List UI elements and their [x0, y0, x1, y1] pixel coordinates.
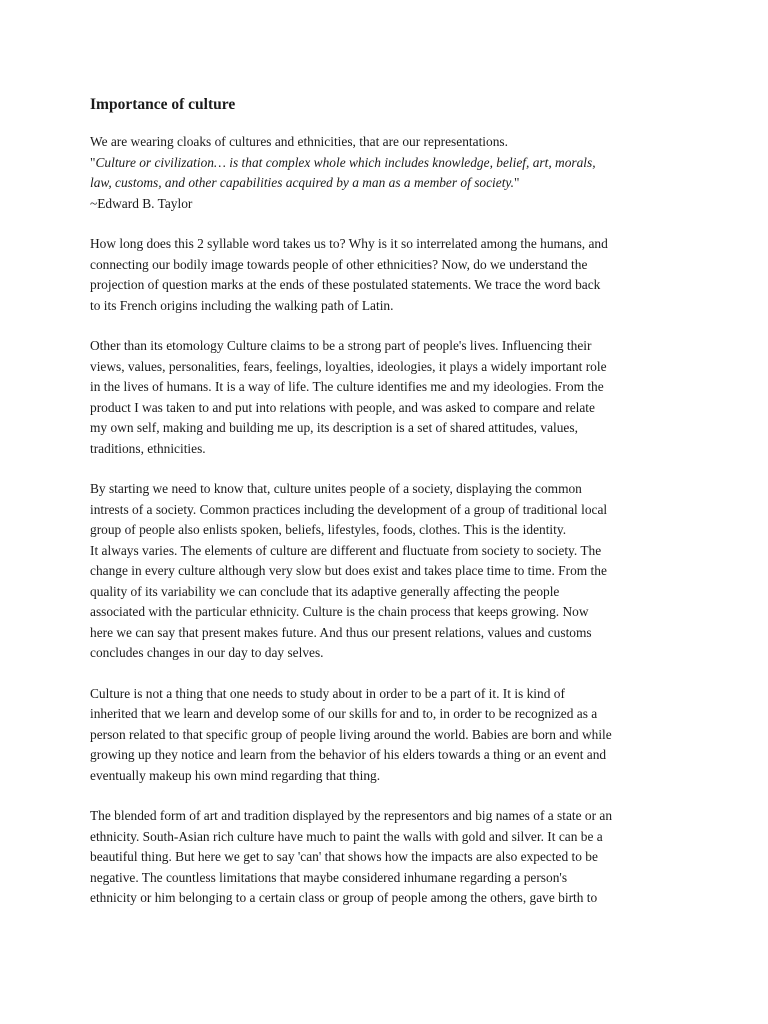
paragraph-identity: [90, 479, 690, 664]
document-title: Importance of culture: [90, 96, 236, 113]
text-line: Culture is not a thing that one needs to study about in order to be a part of it. It is kind of: [90, 685, 565, 701]
text-line: negative. The countless limitations that maybe considered inhumane regarding a person's: [90, 869, 568, 885]
text-line: It always varies. The elements of culture are different and fluctuate from society to society. The: [90, 542, 602, 558]
quote-close-mark: ": [513, 175, 520, 190]
text-line: concludes changes in our day to day selves.: [90, 645, 324, 660]
quote-line: [90, 173, 690, 194]
text-line: change in every culture although very slow but does exist and takes place time to time. From the: [90, 563, 607, 578]
document-body: [90, 94, 690, 929]
text-line: associated with the particular ethnicity. Culture is the chain process that keeps growing. Now: [90, 604, 589, 619]
intro-paragraph: [90, 132, 690, 214]
text-line: beautiful thing. But here we get to say 'can' that shows how the impacts are also expected to be: [90, 849, 598, 864]
paragraph-art-tradition: [90, 806, 690, 909]
intro-line: We are wearing cloaks of cultures and ethnicities, that are our representations.: [90, 134, 508, 149]
text-line: in the lives of humans. It is a way of life. The culture identifies me and my ideologies. From the: [90, 379, 604, 394]
quote-text: law, customs, and other capabilities acquired by a man as a member of society.: [90, 175, 514, 190]
quote-attribution: ~Edward B. Taylor: [90, 195, 193, 211]
text-line: projection of question marks at the ends of these postulated statements. We trace the word back: [90, 277, 601, 292]
text-line: connecting our bodily image towards people of other ethnicities? Now, do we understand the: [90, 256, 588, 272]
text-line: inherited that we learn and develop some of our skills for and to, in order to be recognized as a: [90, 706, 598, 721]
text-line: Other than its etomology Culture claims to be a strong part of people's lives. Influencing their: [90, 338, 592, 353]
quote-line: [90, 153, 690, 174]
text-line: product I was taken to and put into relations with people, and was asked to compare and relate: [90, 399, 595, 415]
quote-open-mark: ": [90, 154, 96, 170]
quote-text: Culture or civilization… is that complex whole which includes knowledge, belief, art, morals,: [95, 154, 596, 170]
text-line: ethnicity. South-Asian rich culture have much to paint the walls with gold and silver. It can be a: [90, 828, 603, 844]
text-line: eventually makeup his own mind regarding that thing.: [90, 767, 381, 783]
text-line: quality of its variability we can conclude that its adaptive generally affecting the people: [90, 583, 560, 599]
paragraph-etymology: [90, 234, 690, 316]
text-line: to its French origins including the walking path of Latin.: [90, 297, 394, 313]
text-line: here we can say that present makes future. And thus our present relations, values and customs: [90, 624, 592, 640]
text-line: views, values, personalities, fears, feelings, loyalties, ideologies, it plays a widely important role: [90, 358, 607, 374]
text-line: By starting we need to know that, culture unites people of a society, displaying the common: [90, 481, 582, 496]
text-line: person related to that specific group of people living around the world. Babies are born and while: [90, 726, 612, 742]
text-line: my own self, making and building me up, its description is a set of shared attitudes, values,: [90, 420, 578, 435]
text-line: traditions, ethnicities.: [90, 440, 206, 456]
text-line: The blended form of art and tradition displayed by the representors and big names of a state or an: [90, 808, 613, 823]
text-line: group of people also enlists spoken, beliefs, lifestyles, foods, clothes. This is the identity.: [90, 522, 567, 537]
text-line: intrests of a society. Common practices including the development of a group of traditional local: [90, 501, 608, 517]
text-line: How long does this 2 syllable word takes us to? Why is it so interrelated among the humans, and: [90, 236, 608, 251]
text-line: ethnicity or him belonging to a certain class or group of people among the others, gave birth to: [90, 890, 598, 905]
paragraph-way-of-life: [90, 336, 690, 459]
paragraph-inheritance: [90, 684, 690, 787]
text-line: growing up they notice and learn from the behavior of his elders towards a thing or an event and: [90, 747, 607, 762]
